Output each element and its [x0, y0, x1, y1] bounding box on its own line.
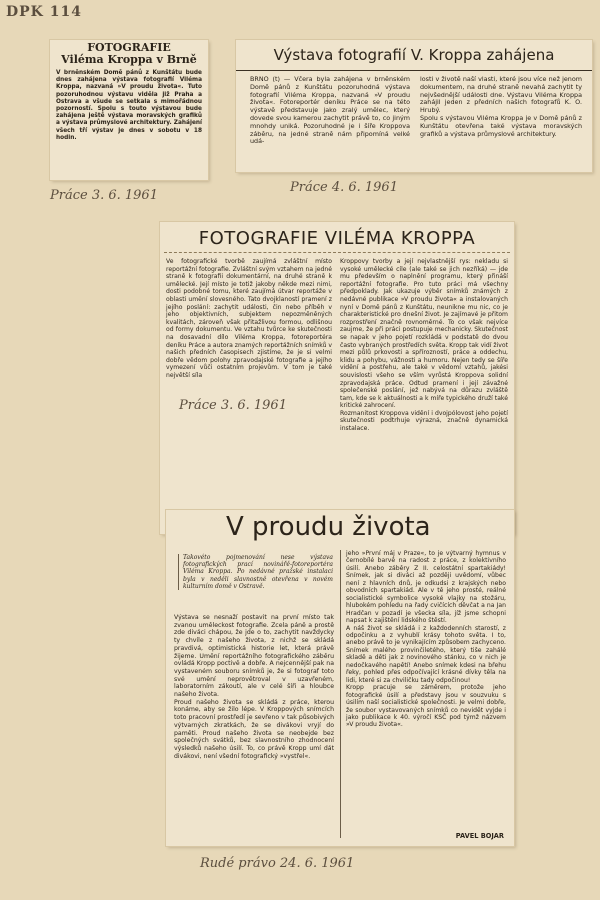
- clipping-title: FOTOGRAFIE VILÉMA KROPPA: [198, 228, 476, 249]
- handwritten-date: Práce 3. 6. 1961: [50, 188, 158, 203]
- clipping-title: Výstava fotografií V. Kroppa zahájena: [273, 46, 555, 64]
- divider: [236, 70, 592, 71]
- clipping-vystava-zahajena: [236, 40, 592, 172]
- clipping-body: V brněnském Domě pánů z Kunštátu bude dnes zahájena výstava fotografií Viléma Kroppa, nazvaná »V proudu života«. Tuto pozoruhodnou výstavu viděla již Praha a Ostrava a všude se setkala s mimořádnou pozorností. Spolu s touto výstavou bude zahájena ještě výstava moravských grafiků a výstava průmyslové architektury. Zahájení všech tří výstav je dnes v sobotu v 18 hodin.: [56, 70, 202, 141]
- clipping-fotografie-kroppa: [160, 222, 514, 534]
- column-rule: [340, 550, 341, 838]
- handwritten-date: Práce 4. 6. 1961: [290, 180, 398, 195]
- column-1: BRNO (t) — Včera byla zahájena v brněnském Domě pánů z Kunštátu pozoruhodná výstava fotografií Viléma Kroppa, nazvaná »V proudu života«. Fotoreportér deníku Práce se na této výstavě představuje jako zralý umělec, který dovede svou kamerou zachytit právě to, co jiným mnohdy uniká. Pozoruhodné je i šíře Kroppova záběru, na jedné straně nám připomíná velké udá-: [250, 75, 410, 146]
- intro-text: Takovéto pojmenování nese výstava fotografických prací novinářě-fotoreportéra Viléma Kroppa. Po nedávné pražské instalaci byla v neděli slavnostně otevřena v novém kulturním domě v Ostravě.: [178, 554, 333, 590]
- handwritten-date: Rudé právo 24. 6. 1961: [200, 856, 355, 871]
- column-2: Kroppovy tvorby a její nejvlastnější rys: nekladu si vysoké umělecké cíle (ale také se jich nezříká) — jde mu především o naplnění programu, který přináší reportážní fotografie. Pro tuto práci má všechny předpoklady. Jak ukazuje výběr snímků známých z nedávné publikace »V proudu života« a instalovaných nyní v Domě pánů z Kunštátu, neunikne mu nic, co je charakteristické pro dnešní život. Je zajímavé je přitom rozprostření značně rovnoměrné. To co však nejvíce zaujme, že při práci postupuje mechanicky. Skutečnost se napak v jeho pojetí rozkládá v podstatě do dvou často vybraných prostředích světa. Kropp tak vidí život mezi půlů prkovosti a spřírozností, práce a oddechu, klidu a pohybu, vážnosti a humoru. Nejen tedy se šíře vidění a postřehu, ale také v vědomí vztahů, jakési souvislosti všeho se vším vyrůstá Kroppova solidní zpravodajská práce. Odtud pramení i její závažné společenské poslání, jež nabývá na důrazu zvláště tam, kde se k aktuálnosti a k míře typického druží také kritické zahrocení. Rozmanitost Kroppova vidění i dvojpólovost jeho pojetí skutečnosti podtrhuje výrazná, značně dynamická instalace.: [340, 258, 508, 433]
- clipping-v-proudu-zivota: [166, 510, 514, 846]
- column-2: jeho »První máj v Praze«, to je výtvarný hymnus v černobílé barvě na radost z práce, z kolektivního úsilí. Anebo záběry Z II. celostátní spartakiády! Snímek, jak si diváci až později uvědomí, vůbec není z hlavních dnů, je odkudsi z krajských nebo obvodních spartakiád. Ale v tě jeho prosté, reálné socialistické symbolice vysoké vlajky na stožáru, hlubokém pohledu na řady cvičících děvčat a na Jan Hradčan v pozadí je všecka síla, jíž jsme schopni napsat k zajištění lidského štěstí. A náš život se skládá i z každodenních starostí, z odpočinku a z vyhublí krásy tohoto světa. I to, anebo právě to je vynikajícím způsobem zachyceno. Snímek malého provinčiletého, který tiše zahálé skladě a děti jak z novinového stánku, co v nich je nedočkavého napětí! Anebo snímek kdesi na břehu řeky, pohled přes odpočívající krásné dívky těla na lidi, které si za chviličku tady odpočinou! Kropp pracuje se záměrem, protože jeho fotografické úsilí a představy jsou v souzvuku s úsilím naší socialistické společnosti. Je velmi dobře, že soubor vystavovaných snímků co nevidět vyjde i jako publikace k 40. výročí KSČ pod týmž názvem »V proudu života«.: [346, 550, 506, 729]
- clipping-title: FOTOGRAFIE Viléma Kroppa v Brně: [61, 41, 197, 66]
- clipping-title: V proudu života: [226, 512, 431, 542]
- column-1: Ve fotografické tvorbě zaujímá zvláštní místo reportážní fotografie. Zvláštní svým vztahem na jedné straně k fotografii dokumentární, na druhé straně k umělecké. Její místo je totiž jakoby někde mezi nimi, dosti podobné tomu, které zaujímá útvar reportáže v oblasti umění slovesného. Tato dvojklaností pramení z jejího poslání: zachytit události, čin nebo příběh v jeho objektivních, subjektem nepozměněných kvalitách, zároveň však přitažlivou formou, odlišnou od formy dokumentu. Ve vztahu tvůrce ke skutečnosti na dosavadní dílo Viléma Kroppa, fotoreportéra deníku Práce a autora znamých reportážních snímků v našich předních časopisech zjistíme, že je si velmi dobře vědom polohy zpravodajské fotografie a jejího vymezení vůči ostatním projevům. V tom je také největší síla: [166, 258, 332, 379]
- author-signature: PAVEL BOJAR: [455, 832, 504, 840]
- handwritten-date: Práce 3. 6. 1961: [175, 398, 291, 413]
- column-2: losti v životě naší vlasti, které jsou více než jenom dokumentem, na druhé straně nevahá zachytit ty nejvšednější události dne. Výstavu Viléma Kroppa zahájil jeden z předních našich fotografů K. O. Hrubý. Spolu s výstavou Viléma Kroppa je v Domě pánů z Kunštátu otevřena také výstava moravských grafiků a výstava průmyslové architektury.: [420, 75, 582, 138]
- column-1: Výstava se nesnaží postavit na první místo tak zvanou uměleckost fotografie. Zcela páně a prostě zde diváci chápou, že jde o to, zachytit navždycky ty chvíle z našeho života, z nichž se skládá pravdivá, optimistická historie let, která právě žijeme. Umění reportážního fotografického záběru ovládá Kropp poctivě a dobře. A nejcennější pak na vystaveném souboru snímků je, že si fotograf toto své umění neprovětroval v uzavřeném, laboratorním zákoutí, ale v celé šíři a hloubce našeho života. Proud našeho života se skládá z práce, kterou konáme, aby se žilo lépe. V Kroppových snímcích toto pracovní prostředí je sevřeno v tak působivých výtvarných zkratkách, že se divákovi vryjí do paměti. Proud našeho života se neobejde bez společných svátků, bez slavnostního zhodnocení výsledků našeho úsilí. To, co právě Kropp umí dát divákovi, není všední fotografický »vystřel«.: [174, 614, 334, 760]
- divider: [164, 252, 510, 253]
- clipping-fotografie-brno: [50, 40, 208, 180]
- archive-number: DPK 114: [6, 4, 82, 20]
